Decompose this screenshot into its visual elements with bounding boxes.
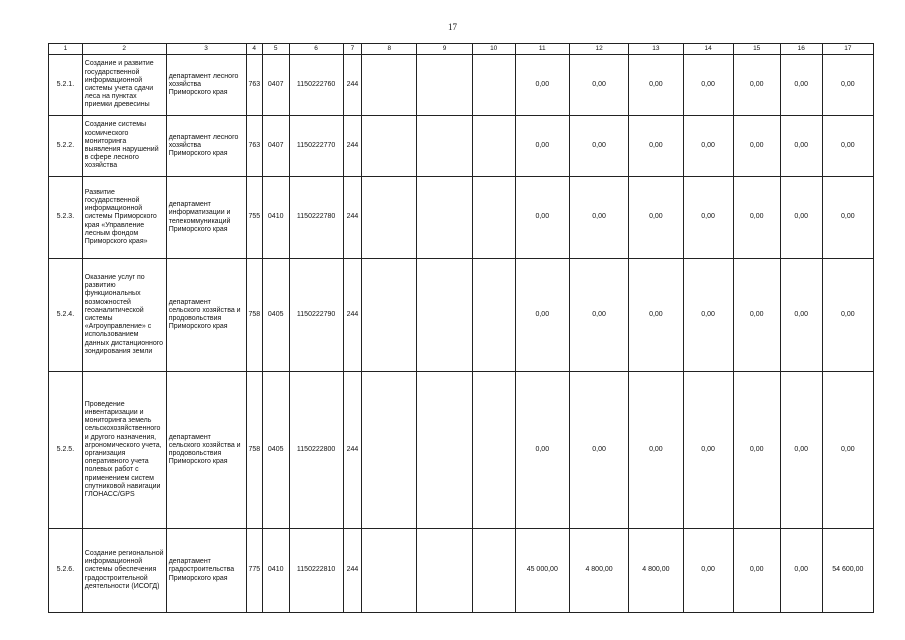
row-col11: 45 000,00 bbox=[515, 529, 569, 613]
row-grbs: 755 bbox=[246, 177, 262, 259]
row-grbs: 775 bbox=[246, 529, 262, 613]
header-cell: 3 bbox=[166, 44, 246, 55]
row-target-article: 1150222810 bbox=[289, 529, 343, 613]
row-grbs: 763 bbox=[246, 116, 262, 177]
row-col11: 0,00 bbox=[515, 55, 569, 116]
row-col8 bbox=[362, 177, 417, 259]
header-cell: 1 bbox=[49, 44, 83, 55]
row-col15: 0,00 bbox=[733, 116, 780, 177]
row-col13: 0,00 bbox=[629, 55, 683, 116]
row-col10 bbox=[472, 55, 515, 116]
row-col12: 4 800,00 bbox=[569, 529, 628, 613]
row-col11: 0,00 bbox=[515, 177, 569, 259]
row-col14: 0,00 bbox=[683, 55, 733, 116]
row-col17: 54 600,00 bbox=[822, 529, 873, 613]
row-code: 5.2.5. bbox=[49, 372, 83, 529]
row-col8 bbox=[362, 55, 417, 116]
header-cell: 16 bbox=[780, 44, 822, 55]
row-col12: 0,00 bbox=[569, 372, 628, 529]
row-col14: 0,00 bbox=[683, 372, 733, 529]
row-col15: 0,00 bbox=[733, 372, 780, 529]
table-row bbox=[49, 55, 874, 116]
row-expense-type: 244 bbox=[343, 55, 361, 116]
row-col13: 0,00 bbox=[629, 116, 683, 177]
row-col13: 0,00 bbox=[629, 177, 683, 259]
row-col10 bbox=[472, 259, 515, 372]
row-col9 bbox=[417, 116, 472, 177]
row-section: 0405 bbox=[262, 372, 289, 529]
budget-table bbox=[48, 43, 874, 613]
row-expense-type: 244 bbox=[343, 529, 361, 613]
row-col8 bbox=[362, 529, 417, 613]
header-cell: 4 bbox=[246, 44, 262, 55]
row-col16: 0,00 bbox=[780, 177, 822, 259]
table-row bbox=[49, 529, 874, 613]
row-col13: 4 800,00 bbox=[629, 529, 683, 613]
row-col17: 0,00 bbox=[822, 372, 873, 529]
row-code: 5.2.3. bbox=[49, 177, 83, 259]
row-col12: 0,00 bbox=[569, 259, 628, 372]
row-col16: 0,00 bbox=[780, 259, 822, 372]
header-cell: 7 bbox=[343, 44, 361, 55]
row-target-article: 1150222800 bbox=[289, 372, 343, 529]
row-col17: 0,00 bbox=[822, 116, 873, 177]
row-target-article: 1150222770 bbox=[289, 116, 343, 177]
page-number: 17 bbox=[448, 22, 457, 32]
row-grbs: 758 bbox=[246, 372, 262, 529]
row-col17: 0,00 bbox=[822, 259, 873, 372]
row-col13: 0,00 bbox=[629, 372, 683, 529]
row-col8 bbox=[362, 259, 417, 372]
row-col11: 0,00 bbox=[515, 259, 569, 372]
row-col9 bbox=[417, 259, 472, 372]
row-department: департамент информатизации и телекоммуникаций Приморского края bbox=[166, 177, 246, 259]
header-cell: 15 bbox=[733, 44, 780, 55]
row-section: 0410 bbox=[262, 529, 289, 613]
row-department: департамент лесного хозяйства Приморского края bbox=[166, 116, 246, 177]
table-row bbox=[49, 259, 874, 372]
header-cell: 14 bbox=[683, 44, 733, 55]
row-code: 5.2.4. bbox=[49, 259, 83, 372]
table-row bbox=[49, 116, 874, 177]
row-col17: 0,00 bbox=[822, 177, 873, 259]
row-col11: 0,00 bbox=[515, 372, 569, 529]
row-section: 0407 bbox=[262, 55, 289, 116]
header-cell: 17 bbox=[822, 44, 873, 55]
header-cell: 12 bbox=[569, 44, 628, 55]
row-target-article: 1150222780 bbox=[289, 177, 343, 259]
row-code: 5.2.2. bbox=[49, 116, 83, 177]
row-col9 bbox=[417, 372, 472, 529]
row-name: Проведение инвентаризации и мониторинга земель сельскохозяйственного и другого назначения, агрономического учета, организация оперативного учета полевых работ с применением систем спутниковой навигации ГЛОНАСС/GPS bbox=[82, 372, 166, 529]
row-col14: 0,00 bbox=[683, 259, 733, 372]
row-col16: 0,00 bbox=[780, 116, 822, 177]
row-col8 bbox=[362, 116, 417, 177]
row-expense-type: 244 bbox=[343, 177, 361, 259]
row-department: департамент сельского хозяйства и продовольствия Приморского края bbox=[166, 372, 246, 529]
row-col13: 0,00 bbox=[629, 259, 683, 372]
header-cell: 2 bbox=[82, 44, 166, 55]
header-cell: 9 bbox=[417, 44, 472, 55]
row-col12: 0,00 bbox=[569, 116, 628, 177]
row-department: департамент лесного хозяйства Приморского края bbox=[166, 55, 246, 116]
row-col12: 0,00 bbox=[569, 177, 628, 259]
row-expense-type: 244 bbox=[343, 116, 361, 177]
header-cell: 5 bbox=[262, 44, 289, 55]
row-col11: 0,00 bbox=[515, 116, 569, 177]
row-col16: 0,00 bbox=[780, 529, 822, 613]
row-col15: 0,00 bbox=[733, 259, 780, 372]
row-col16: 0,00 bbox=[780, 372, 822, 529]
row-col14: 0,00 bbox=[683, 116, 733, 177]
row-name: Развитие государственной информационной системы Приморского края «Управление лесным фондом Приморского края» bbox=[82, 177, 166, 259]
row-col10 bbox=[472, 372, 515, 529]
row-col15: 0,00 bbox=[733, 55, 780, 116]
row-name: Создание региональной информационной системы обеспечения градостроительной деятельности (ИСОГД) bbox=[82, 529, 166, 613]
table-row bbox=[49, 372, 874, 529]
row-col9 bbox=[417, 55, 472, 116]
header-cell: 11 bbox=[515, 44, 569, 55]
row-col14: 0,00 bbox=[683, 177, 733, 259]
header-row bbox=[49, 44, 874, 55]
row-col9 bbox=[417, 529, 472, 613]
row-col12: 0,00 bbox=[569, 55, 628, 116]
row-section: 0407 bbox=[262, 116, 289, 177]
row-name: Оказание услуг по развитию функциональных возможностей геоаналитической системы «Агроуправление» с использованием данных дистанционного зондирования земли bbox=[82, 259, 166, 372]
row-section: 0410 bbox=[262, 177, 289, 259]
row-name: Создание системы космического мониторинга выявления нарушений в сфере лесного хозяйства bbox=[82, 116, 166, 177]
header-cell: 10 bbox=[472, 44, 515, 55]
row-grbs: 758 bbox=[246, 259, 262, 372]
header-cell: 6 bbox=[289, 44, 343, 55]
row-target-article: 1150222760 bbox=[289, 55, 343, 116]
row-department: департамент сельского хозяйства и продовольствия Приморского края bbox=[166, 259, 246, 372]
row-col9 bbox=[417, 177, 472, 259]
row-col8 bbox=[362, 372, 417, 529]
row-col10 bbox=[472, 529, 515, 613]
row-col10 bbox=[472, 177, 515, 259]
row-col16: 0,00 bbox=[780, 55, 822, 116]
row-expense-type: 244 bbox=[343, 372, 361, 529]
header-cell: 8 bbox=[362, 44, 417, 55]
table-row bbox=[49, 177, 874, 259]
row-code: 5.2.1. bbox=[49, 55, 83, 116]
row-expense-type: 244 bbox=[343, 259, 361, 372]
row-col10 bbox=[472, 116, 515, 177]
row-grbs: 763 bbox=[246, 55, 262, 116]
row-name: Создание и развитие государственной информационной системы учета сдачи леса на пунктах приемки древесины bbox=[82, 55, 166, 116]
row-col14: 0,00 bbox=[683, 529, 733, 613]
header-cell: 13 bbox=[629, 44, 683, 55]
row-col15: 0,00 bbox=[733, 177, 780, 259]
row-target-article: 1150222790 bbox=[289, 259, 343, 372]
row-col15: 0,00 bbox=[733, 529, 780, 613]
row-section: 0405 bbox=[262, 259, 289, 372]
row-col17: 0,00 bbox=[822, 55, 873, 116]
row-code: 5.2.6. bbox=[49, 529, 83, 613]
row-department: департамент градостроительства Приморского края bbox=[166, 529, 246, 613]
